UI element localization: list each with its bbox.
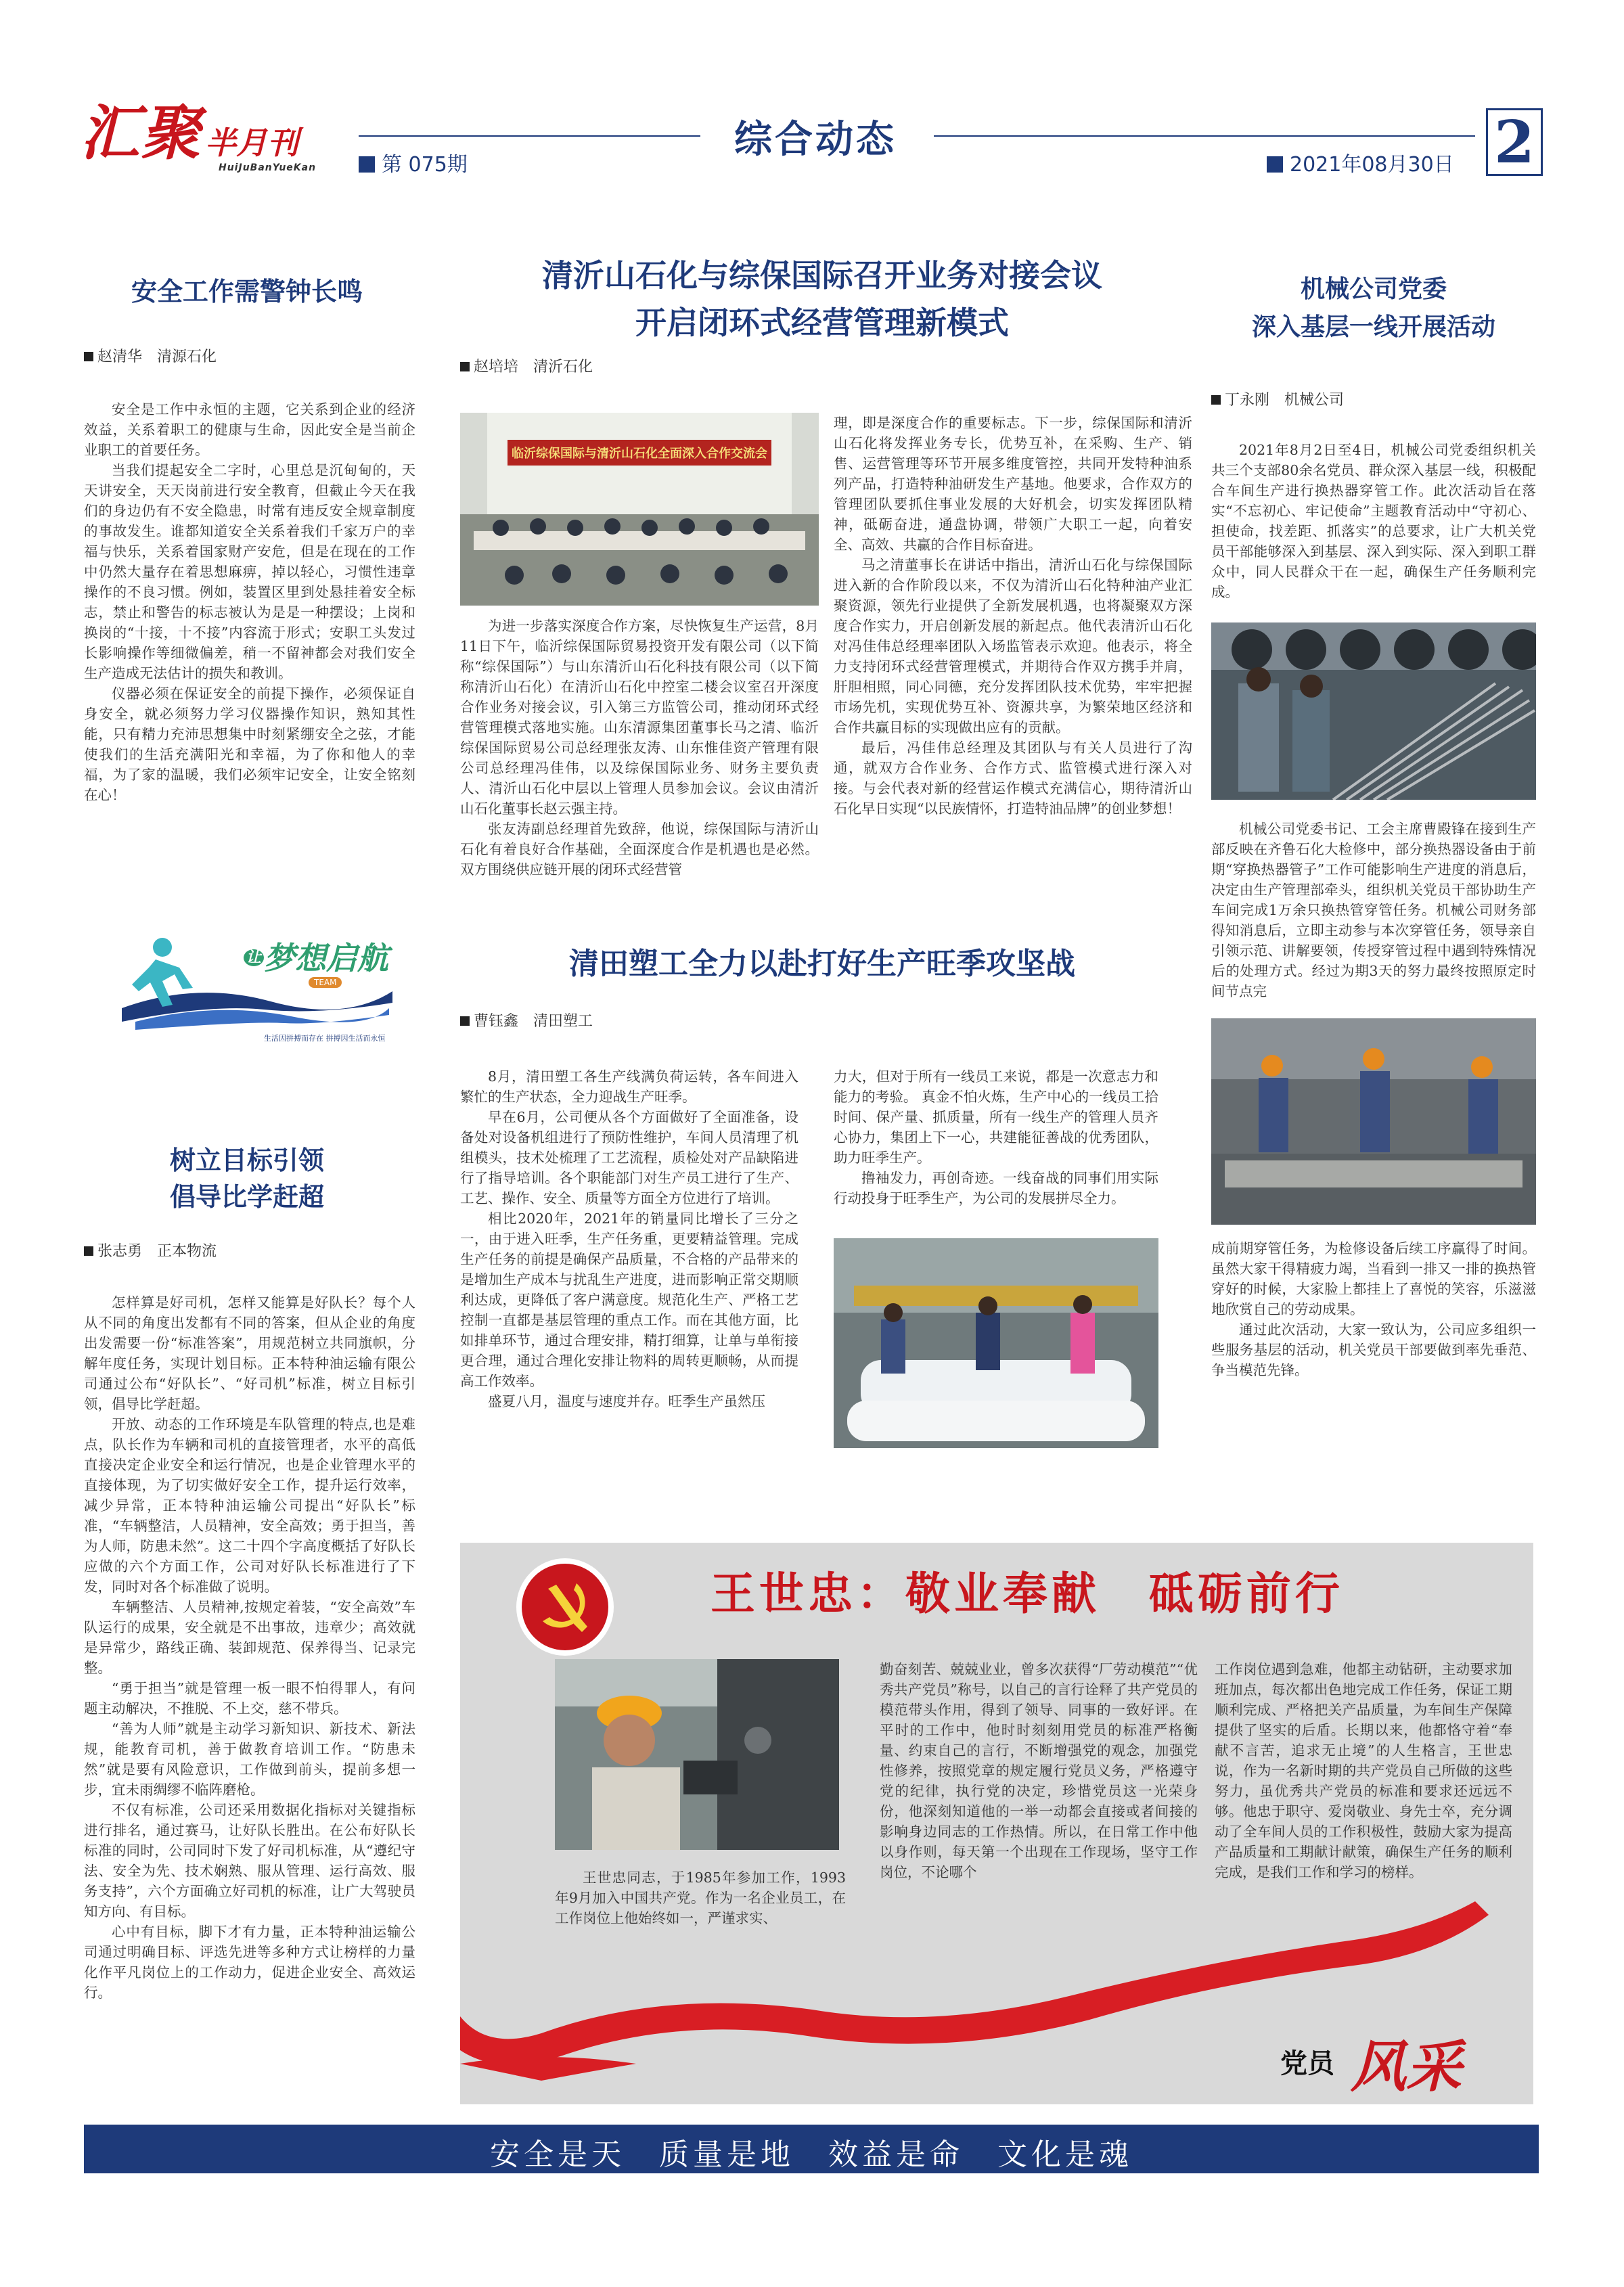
article-safety-title: 安全工作需警钟长鸣 <box>131 277 363 307</box>
issue-number: 第 075期 <box>359 148 468 177</box>
paragraph: 通过此次活动，大家一致认为，公司应多组织一些服务基层的活动，机关党员干部要做到率先垂范、争当模范先锋。 <box>1211 1321 1536 1378</box>
article-plastics-col2 <box>834 1066 1158 1208</box>
paragraph: 当我们提起安全二字时，心里总是沉甸甸的，天天讲安全，天天岗前进行安全教育，但截止今天在我们的身边仍有不安全隐患，时常有违反安全规章制度的事故发生。谁都知道安全关系着我们千家万户的幸福与快乐，关系着国家财产安危，但是在现在的工作中仍然大量存在着思想麻痹，掉以轻心，习惯性违章操作的不良习惯。例如，装置区里到处悬挂着安全标志，禁止和警告的标志被认为是是一种摆设；上岗和换岗的“十接，十不接”内容流于形式；安职工头发过长影响操作等细微偏差，稍一不留神都会对我们安全生产造成无法估计的损失和教训。 <box>84 462 415 681</box>
paragraph: 勤奋刻苦、兢兢业业，曾多次获得“厂劳动模范”“优秀共产党员”称号，以自己的言行诠释了共产党员的模范带头作用，得到了领导、同事的一致好评。在平时的工作中，他时时刻刻用党员的标准严格衡量、约束自己的言行，不断增强党的观念，加强党性修养，按照党章的规定履行党员义务，严格遵守党的纪律，执行党的决定，珍惜党员这一光荣身份，他深刻知道他的一举一动都会直接或者间接的影响身边同志的工作热情。所以，在日常工作中他以身作则，每天第一个出现在工作现场，坚守工作岗位，不论哪个 <box>880 1661 1198 1880</box>
paragraph: 理，即是深度合作的重要标志。下一步，综保国际和清沂山石化将发挥业务专长，优势互补，在采购、生产、销售、运营管理等环节开展多维度管控，共同开发特种油系列产品，打造特种油研发生产基地。他要求，合作双方的管理团队要抓住事业发展的大好机会，切实发挥团队精神，砥砺奋进，通盘协调，带领广大职工一起，向着安全、高效、共赢的合作目标奋进。 <box>834 415 1192 553</box>
article-lead-title <box>460 252 1184 346</box>
article-safety-byline: 赵清华 清源石化 <box>84 345 217 366</box>
paragraph: “勇于担当”就是管理一板一眼不怕得罪人，有问题主动解决，不推脱、不上交，慈不带兵。 <box>84 1680 415 1717</box>
article-lead-byline: 赵培培 清沂石化 <box>460 355 593 376</box>
logo-subtext: 半月刊 <box>205 124 299 161</box>
profile-title: 王世忠：敬业奉献 砥砺前行 <box>710 1568 1344 1620</box>
paragraph: 相比2020年，2021年的销量同比增长了三分之一，由于进入旺季，生产任务重，更要精益管理。完成生产任务的前提是确保产品质量，不合格的产品带来的是增加生产成本与扰乱生产进度，进而影响正常交期顺利达成，更降低了客户满意度。规范化生产、严格工艺控制一直都是基层管理的重点工作。而在其他方面，比如排单环节，通过合理安排，精打细算，让单与单衔接更合理，通过合理化安排让物料的周转更顺畅，从而提高工作效率。 <box>460 1210 798 1389</box>
paragraph: 最后，冯佳伟总经理及其团队与有关人员进行了沟通，就双方合作业务、合作方式、监管模式进行深入对接。与会代表对新的经营运作模式充满信心，期待清沂山石化早日实现“以民族情怀，打造特油品牌”的创业梦想！ <box>834 740 1192 817</box>
article-machinery-part1 <box>1211 440 1536 602</box>
profile-label-small: 党员 <box>1280 2048 1334 2079</box>
paragraph: 成前期穿管任务，为检修设备后续工序赢得了时间。虽然大家干得精疲力竭，当看到一排又一排的换热管穿好的时候，大家脸上都挂上了喜悦的笑容，乐滋滋地欣赏自己的劳动成果。 <box>1211 1240 1536 1317</box>
workers-photo-1 <box>1211 622 1536 800</box>
paragraph: 不仅有标准，公司还采用数据化指标对关键指标进行排名，通过赛马，让好队长胜出。在公布好队长标准的同时，公司同时下发了好司机标准，从“遵纪守法、安全为先、技术娴熟、服从管理、运行高效、服务支持”，六个方面确立好司机的标准，让广大驾驶员知方向、有目标。 <box>84 1802 415 1920</box>
article-machinery-byline: 丁永刚 机械公司 <box>1211 388 1344 409</box>
article-safety-body <box>84 399 415 805</box>
profile-col2 <box>880 1659 1198 1882</box>
paragraph: 心中有目标，脚下才有力量，正本特种油运输公司通过明确目标、评选先进等多种方式让榜样的力量化作平凡岗位上的工作动力，促进企业安全、高效运行。 <box>84 1924 415 2001</box>
article-machinery-part2 <box>1211 819 1536 1001</box>
paragraph: 工作岗位遇到急难，他都主动钻研，主动要求加班加点，每次都出色地完成工作任务，保证工期顺利完成、严格把关产品质量，为车间生产保障提供了坚实的后盾。长期以来，他都恪守着“奉献不言苦，追求无止境”的人生格言，王世忠说，作为一名新时期的共产党员自己所做的这些努力，虽优秀共产党员的标准和要求还远远不够。他忠于职守、爱岗敬业、身先士卒，充分调动了全车间人员的工作积极性，鼓励大家为提高产品质量和工期献计献策，确保生产任务的顺利完成，是我们工作和学习的榜样。 <box>1215 1661 1512 1880</box>
header-rule-left <box>359 135 700 137</box>
paragraph: 张友涛副总经理首先致辞，他说，综保国际与清沂山石化有着良好合作基础，全面深度合作是机遇也是必然。双方围绕供应链开展的闭环式经营管 <box>460 821 819 878</box>
banner-caption: 生活因拼搏而存在 拼搏因生活而永恒 <box>264 1034 386 1043</box>
worker-portrait-photo <box>555 1659 839 1850</box>
paragraph: 马之清董事长在讲话中指出，清沂山石化与综保国际进入新的合作阶段以来，不仅为清沂山石化特种油产业汇聚资源，领先行业提供了全新发展机遇，也将凝聚双方深度合作实力，开启创新发展的新起点。他代表清沂山石化对冯佳伟总经理率团队入场监管表示欢迎。他表示，将全力支持闭环式经营管理模式，并期待合作双方携手并肩，肝胆相照，同心同德，充分发挥团队技术优势，牢牢把握市场先机，实现优势互补、资源共享，为繁荣地区经济和合作共赢目标的实现做出应有的贡献。 <box>834 557 1192 735</box>
paragraph: 机械公司党委书记、工会主席曹殿锋在接到生产部反映在齐鲁石化大检修中，部分换热器设备由于前期“穿换热器管子”工作可能影响生产进度的消息后，决定由生产管理部牵头，组织机关党员干部协助生产车间完成1万余只换热管穿管任务。机械公司财务部得知消息后，立即主动参与本次穿管任务，领导亲自引领示范、讲解要领，传授穿管过程中遇到特殊情况后的处理方式。经过为期3天的努力最终按照原定时间节点完 <box>1211 821 1536 999</box>
paragraph: 早在6月，公司便从各个方面做好了全面准备，设备处对设备机组进行了预防性维护，车间人员清理了机组模头，技术处梳理了工艺流程，质检处对产品缺陷进行了指导培训。各个职能部门对生产员工进行了生产、工艺、操作、安全、质量等方面全方位进行了培训。 <box>460 1109 798 1206</box>
title-line: 倡导比学赶超 <box>169 1182 324 1212</box>
article-plastics-byline: 曹钰鑫 清田塑工 <box>460 1010 593 1031</box>
party-emblem-icon <box>514 1556 616 1658</box>
banner-tag: TEAM <box>309 977 342 988</box>
factory-photo <box>834 1238 1158 1448</box>
paragraph: 开放、动态的工作环境是车队管理的特点,也是难点，队长作为车辆和司机的直接管理者，水平的高低直接决定企业安全和运行情况，也是企业管理水平的直接体现，为了切实做好安全工作，提升运行效率，减少异常，正本特种油运输公司提出“好队长”标准，“车辆整洁，人员精神，安全高效；勇于担当，善为人师，防患未然”。这二十四个字高度概括了好队长应做的六个方面工作，公司对好队长标准进行了下发，同时对各个标准做了说明。 <box>84 1416 415 1595</box>
paragraph: 力大，但对于所有一线员工来说，都是一次意志力和能力的考验。 真金不怕火炼，生产中心的一线员工拾时间、保产量、抓质量，所有一线生产的管理人员齐心协力，集团上下一心，共建能征善战的优秀团队，助力旺季生产。 <box>834 1068 1158 1166</box>
paragraph: 2021年8月2日至4日，机械公司党委组织机关共三个支部80余名党员、群众深入基层一线，积极配合车间生产进行换热器穿管工作。此次活动旨在落实“不忘初心、牢记使命”主题教育活动中“守初心、担使命，找差距、抓落实”的总要求，让广大机关党员干部能够深入到基层、深入到实际、深入到职工群众中，同人民群众干在一起，确保生产任务顺利完成。 <box>1211 442 1536 600</box>
header-rule-right <box>934 135 1475 137</box>
paragraph: 盛夏八月，温度与速度并存。旺季生产虽然压 <box>488 1393 765 1409</box>
article-target-body <box>84 1292 415 2003</box>
profile-col3 <box>1215 1659 1512 1882</box>
banner-title: 梦想启航 <box>264 940 389 976</box>
paragraph: 为进一步落实深度合作方案，尽快恢复生产运营，8月11日下午，临沂综保国际贸易投资开发有限公司（以下简称“综保国际”）与山东清沂山石化科技有限公司（以下简称清沂山石化）在清沂山石化中控室二楼会议室召开深度合作业务对接会议，引入第三方监管公司，推动闭环式经营管理模式落地实施。山东清源集团董事长马之清、临沂综保国际贸易公司总经理张友涛、山东惟佳资产管理有限公司总经理冯佳伟，以及综保国际业务、财务主要负责人、清沂山石化中层以上管理人员参加会议。会议由清沂山石化董事长赵云强主持。 <box>460 618 819 817</box>
issue-date: 2021年08月30日 <box>1267 148 1454 177</box>
logo-text: 汇聚 <box>80 97 202 168</box>
article-lead-col1 <box>460 616 819 880</box>
meeting-photo <box>460 413 819 606</box>
article-target-byline: 张志勇 正本物流 <box>84 1240 217 1261</box>
footer-slogan: 安全是天 质量是地 效益是命 文化是魂 <box>490 2137 1133 2172</box>
paragraph: 撸袖发力，再创奇迹。一线奋战的同事们用实际行动投身于旺季生产，为公司的发展拼尽全力。 <box>834 1170 1158 1206</box>
title-line: 清沂山石化与综保国际召开业务对接会议 <box>542 257 1102 294</box>
page-number: 2 <box>1486 108 1543 176</box>
title-line: 开启闭环式经营管理新模式 <box>635 304 1009 341</box>
paragraph: 安全是工作中永恒的主题，它关系到企业的经济效益，关系着职工的健康与生命，因此安全是当前企业职工的首要任务。 <box>84 401 415 458</box>
paragraph: 车辆整洁、人员精神,按规定着装，“安全高效”车队运行的成果，安全就是不出事故，违章少；高效就是异常少，路线正确、装卸规范、保养得当、记录完整。 <box>84 1599 415 1676</box>
logo-english: HuiJuBanYueKan <box>219 162 317 173</box>
article-machinery-part3 <box>1211 1238 1536 1380</box>
article-lead-col2 <box>834 413 1192 819</box>
article-plastics-col1 <box>460 1066 798 1411</box>
paragraph: 王世忠同志，于1985年参加工作，1993年9月加入中国共产党。作为一名企业员工，在工作岗位上他始终如一，严谨求实、 <box>555 1870 846 1926</box>
title-line: 机械公司党委 <box>1300 275 1447 303</box>
dream-banner <box>115 927 399 1045</box>
photo-banner-text: 临沂综保国际与清沂山石化全面深入合作交流会 <box>512 447 767 461</box>
profile-label-big: 风采 <box>1351 2035 1462 2100</box>
section-title: 综合动态 <box>734 118 897 162</box>
title-line: 深入基层一线开展活动 <box>1251 313 1495 341</box>
article-target-title <box>88 1142 406 1215</box>
masthead-logo <box>80 97 351 180</box>
banner-prefix: 让 <box>244 949 264 966</box>
paragraph: “善为人师”就是主动学习新知识、新技术、新法规，能教育司机，善于做教育培训工作。“防患未然”就是要有风险意识，工作做到前头，提前多想一步，宜未雨绸缪不临阵磨枪。 <box>84 1721 415 1798</box>
article-plastics-title: 清田塑工全力以赴打好生产旺季攻坚战 <box>569 947 1075 981</box>
title-line: 树立目标引领 <box>169 1146 324 1175</box>
paragraph: 怎样算是好司机，怎样又能算是好队长？每个人从不同的角度出发都有不同的答案，但从企业的角度出发需要一份“标准答案”，用规范树立共同旗帜，分解年度任务，实现计划目标。正本特种油运输有限公司通过公布“好队长”、“好司机”标准，树立目标引领，倡导比学赶超。 <box>84 1294 415 1412</box>
paragraph: 8月，清田塑工各生产线满负荷运转，各车间进入繁忙的生产状态，全力迎战生产旺季。 <box>460 1068 798 1105</box>
workers-photo-2 <box>1211 1018 1536 1225</box>
article-machinery-title <box>1211 271 1536 346</box>
paragraph: 仪器必须在保证安全的前提下操作，必须保证自身安全，就必须努力学习仪器操作知识，熟知其性能，只有精力充沛思想集中时刻紧绷安全之弦，才能使我们的生活充满阳光和幸福，为了你和他人的幸福，为了家的温暖，我们必须牢记安全，让安全铭刻在心！ <box>84 685 415 803</box>
